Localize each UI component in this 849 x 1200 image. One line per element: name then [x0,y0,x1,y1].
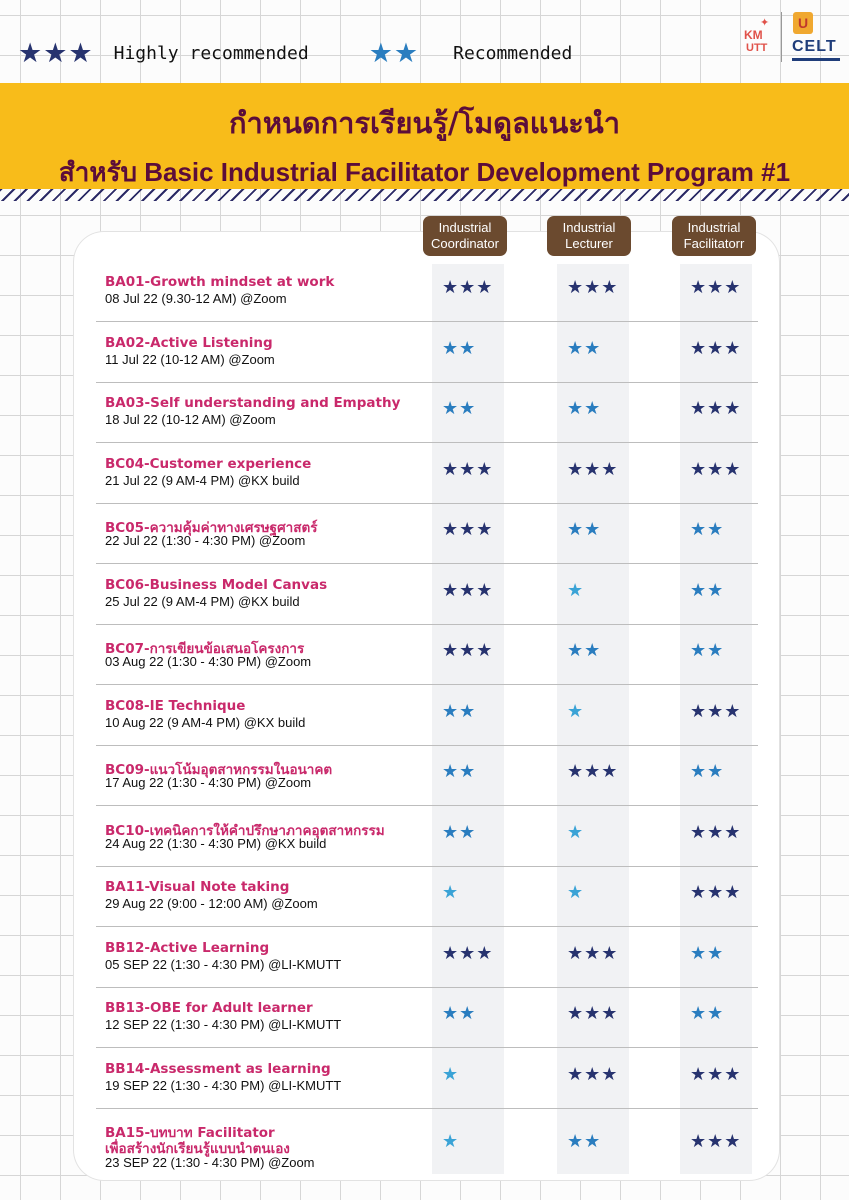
module-row [105,867,758,927]
module-title: BC10-เทคนิคการให้คำปรึกษาภาคอุตสาหกรรม [105,822,385,839]
module-title: BA02-Active Listening [105,334,273,351]
star-rating-icon: ★★★ [567,1003,619,1024]
star-rating-icon: ★★★ [442,640,494,661]
column-header-coordinator: Industrial Coordinator [423,216,507,256]
star-rating-icon: ★ [442,882,460,903]
legend-highly-label: Highly recommended [113,42,309,64]
module-title: BA03-Self understanding and Empathy [105,395,401,411]
star-rating-icon: ★★ [442,1003,477,1024]
star-rating-icon: ★★★ [690,700,742,722]
star-rating-icon: ★ [567,700,585,722]
star-rating-icon: ★★★ [690,337,742,359]
column-header-lecturer: Industrial Lecturer [547,216,631,256]
logo-divider [781,12,782,62]
module-row [105,686,758,746]
module-row [105,1109,758,1177]
module-row [105,565,758,625]
star-rating-icon: ★ [567,579,585,601]
star-rating-icon: ★★ [567,337,602,359]
module-title: BB13-OBE for Adult learner [105,1000,313,1016]
module-date: 21 Jul 22 (9 AM-4 PM) @KX build [105,472,300,488]
star-rating-icon: ★★ [442,398,477,419]
star-rating-icon: ★ [442,1063,460,1085]
page-subtitle: สำหรับ Basic Industrial Facilitator Development Program #1 [58,157,791,187]
module-row [105,807,758,867]
module-title: BC08-IE Technique [105,697,246,714]
star-rating-icon: ★★★ [442,942,494,964]
module-date: 12 SEP 22 (1:30 - 4:30 PM) @LI-KMUTT [105,1017,342,1032]
column-header-facilitator: Industrial Facilitatorr [672,216,756,256]
module-date: 22 Jul 22 (1:30 - 4:30 PM) @Zoom [105,533,306,548]
module-date: 17 Aug 22 (1:30 - 4:30 PM) @Zoom [105,775,312,790]
module-title: BB14-Assessment as learning [105,1060,331,1077]
module-title: BC06-Business Model Canvas [105,576,328,593]
star-rating-icon: ★★★ [690,398,742,419]
star-rating-icon: ★★★ [442,277,494,298]
module-row [105,323,758,383]
kmutt-logo-utt: UTT [746,42,768,54]
star-rating-icon: ★★★ [690,882,742,903]
star-rating-icon: ★ [567,821,585,843]
two-star-icon: ★★ [368,37,420,69]
module-date: 29 Aug 22 (9:00 - 12:00 AM) @Zoom [105,896,318,911]
module-date: 25 Jul 22 (9 AM-4 PM) @KX build [105,593,300,609]
module-date: 11 Jul 22 (10-12 AM) @Zoom [105,351,275,367]
module-row [105,1049,758,1109]
star-rating-icon: ★★★ [442,579,494,601]
module-row [105,504,758,564]
star-rating-icon: ★★★ [690,821,742,843]
module-title: BA15-บทบาท Facilitator [105,1125,275,1141]
module-title: BC09-แนวโน้มอุตสาหกรรมในอนาคต [105,762,333,778]
module-title: BC04-Customer experience [105,455,312,472]
module-row [105,262,758,322]
module-date: 23 SEP 22 (1:30 - 4:30 PM) @Zoom [105,1155,315,1170]
title-banner [0,83,849,189]
module-title: BA11-Visual Note taking [105,879,290,895]
module-date: 24 Aug 22 (1:30 - 4:30 PM) @KX build [105,835,327,851]
module-row [105,625,758,685]
module-title: BC07-การเขียนข้อเสนอโครงการ [105,641,305,657]
star-rating-icon: ★★ [690,640,725,661]
star-rating-icon: ★★★ [567,761,619,782]
star-rating-icon: ★★★ [567,1063,619,1085]
legend-recommended-label: Recommended [453,42,573,64]
star-rating-icon: ★★★ [690,1063,742,1085]
star-rating-icon: ★★★ [690,458,742,480]
star-rating-icon: ★★★ [442,458,494,480]
hatch-divider [0,189,849,201]
star-rating-icon: ★★★ [567,458,619,480]
module-date: 05 SEP 22 (1:30 - 4:30 PM) @LI-KMUTT [105,956,342,972]
star-rating-icon: ★★★ [442,519,494,540]
star-rating-icon: ★★ [690,761,725,782]
star-rating-icon: ★ [567,882,585,903]
star-rating-icon: ★★ [690,1003,725,1024]
star-rating-icon: ★★★ [567,942,619,964]
star-rating-icon: ★★ [442,761,477,782]
star-rating-icon: ★★★ [690,1131,742,1152]
legend [18,36,572,70]
module-title: BC05-ความคุ้มค่าทางเศรษฐศาสตร์ [105,520,318,536]
star-rating-icon: ★★★ [690,277,742,298]
module-title-line2: เพื่อสร้างนักเรียนรู้แบบนำตนเอง [105,1141,290,1157]
module-row [105,746,758,806]
star-rating-icon: ★★ [690,519,725,540]
celt-logo-mark: U [793,12,813,34]
module-row [105,928,758,988]
star-rating-icon: ★★ [567,1131,602,1152]
star-rating-icon: ★★ [567,519,602,540]
module-date: 18 Jul 22 (10-12 AM) @Zoom [105,412,276,427]
module-date: 03 Aug 22 (1:30 - 4:30 PM) @Zoom [105,654,312,669]
star-rating-icon: ★★ [690,579,725,601]
star-rating-icon: ★ [442,1131,460,1152]
celt-logo [788,10,844,66]
kmutt-logo-km: KM [744,28,763,42]
module-row [105,383,758,443]
module-date: 19 SEP 22 (1:30 - 4:30 PM) @LI-KMUTT [105,1077,342,1093]
module-row [105,444,758,504]
star-rating-icon: ★★ [567,640,602,661]
module-date: 08 Jul 22 (9.30-12 AM) @Zoom [105,291,287,306]
module-row [105,988,758,1048]
star-rating-icon: ★★ [567,398,602,419]
module-title: BB12-Active Learning [105,939,270,956]
star-rating-icon: ★★ [442,337,477,359]
three-star-icon: ★★★ [18,37,94,69]
module-title: BA01-Growth mindset at work [105,274,335,290]
star-rating-icon: ★★ [442,821,477,843]
page-title: กำหนดการเรียนรู้/โมดูลแนะนำ [228,106,620,140]
star-rating-icon: ★★ [690,942,725,964]
star-rating-icon: ★★ [442,700,477,722]
kmutt-logo: ✦ KM UTT [744,16,770,54]
module-date: 10 Aug 22 (9 AM-4 PM) @KX build [105,714,306,730]
star-rating-icon: ★★★ [567,277,619,298]
celt-logo-text: CELT [792,38,837,55]
